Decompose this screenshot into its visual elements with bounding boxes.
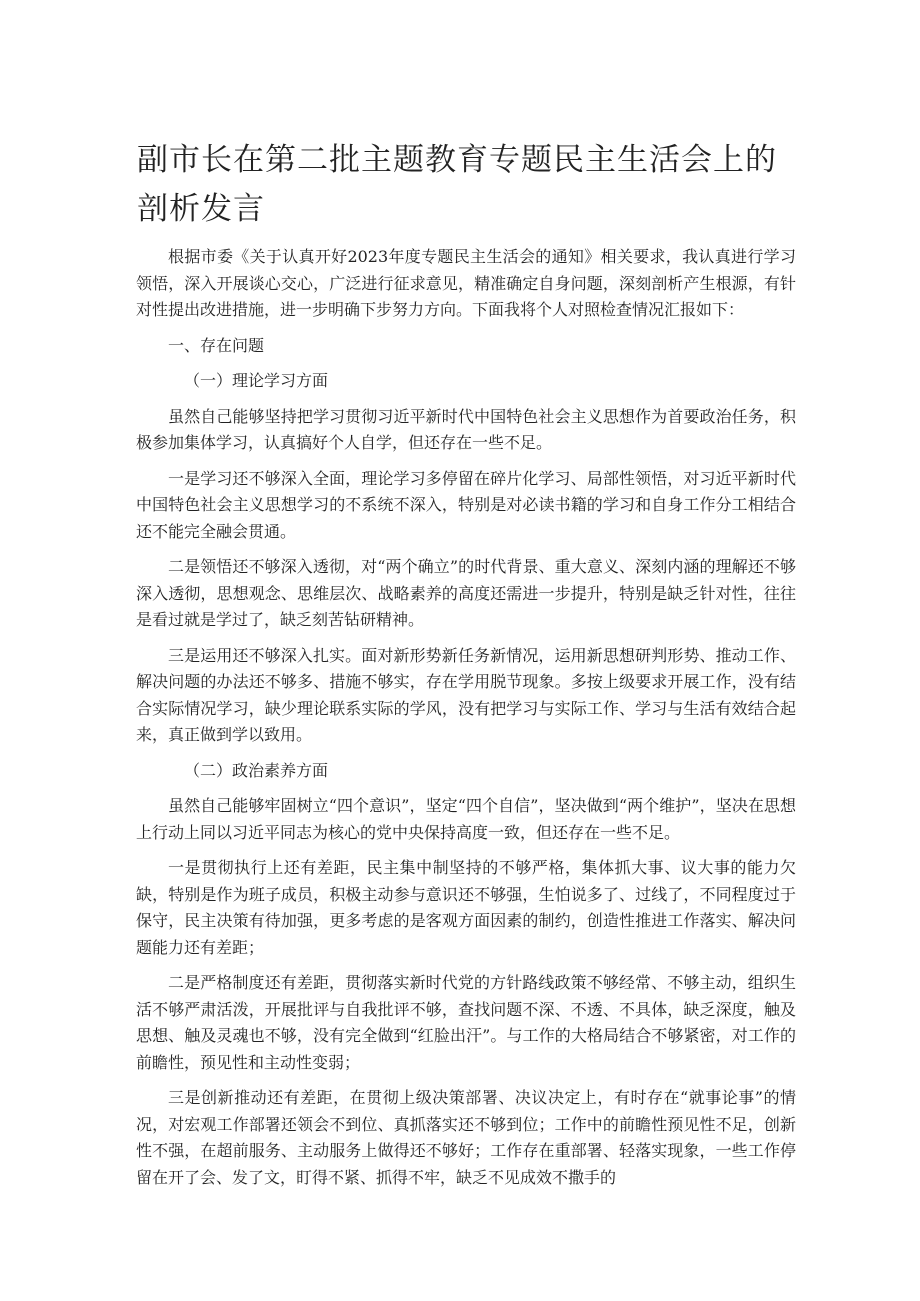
intro-paragraph: 根据市委《关于认真开好2023年度专题民主生活会的通知》相关要求，我认真进行学习领悟，深入开展谈心交心，广泛进行征求意见，精准确定自身问题，深刻剖析产生根源，有针对性提出改进措施，进一步明确下步努力方向。下面我将个人对照检查情况汇报如下： (136, 247, 796, 319)
document-body (136, 244, 796, 1191)
subsection-heading-theory-study: （一）理论学习方面 (184, 371, 329, 390)
paragraph: 二是严格制度还有差距，贯彻落实新时代党的方针路线政策不够经常、不够主动，组织生活不够严肃活泼，开展批评与自我批评不够，查找问题不深、不透、不具体，缺乏深度，触及思想、触及灵魂也不够，没有完全做到“红脸出汗”。与工作的大格局结合不够紧密，对工作的前瞻性，预见性和主动性变弱； (136, 973, 796, 1072)
subsection-heading-political-quality: （二）政治素养方面 (184, 760, 329, 780)
paragraph: 一是贯彻执行上还有差距，民主集中制坚持的不够严格，集体抓大事、议大事的能力欠缺，特别是作为班子成员，积极主动参与意识还不够强，生怕说多了、过线了，不同程度过于保守，民主决策有待加强，更多考虑的是客观方面因素的制约，创造性推进工作落实、解决问题能力还有差距； (136, 858, 796, 957)
document-title: 副市长在第二批主题教育专题民主生活会上的剖析发言 (137, 142, 777, 227)
paragraph: 虽然自己能够牢固树立“四个意识”，坚定“四个自信”，坚决做到“两个维护”，坚决在思想上行动上同以习近平同志为核心的党中央保持高度一致，但还存在一些不足。 (136, 796, 796, 842)
paragraph: 三是运用还不够深入扎实。面对新形势新任务新情况，运用新思想研判形势、推动工作、解决问题的办法还不够多、措施不够实，存在学用脱节现象。多按上级要求开展工作，没有结合实际情况学习，缺少理论联系实际的学风，没有把学习与实际工作、学习与生活有效结合起来，真正做到学以致用。 (136, 645, 796, 744)
paragraph: 三是创新推动还有差距，在贯彻上级决策部署、决议决定上，有时存在“就事论事”的情况，对宏观工作部署还领会不到位、真抓落实还不够到位；工作中的前瞻性预见性不足，创新性不强，在超前服务、主动服务上做得还不够好；工作存在重部署、轻落实现象，一些工作停留在开了会、发了文，盯得不紧、抓得不牢，缺乏不见成效不撒手的 (136, 1088, 796, 1187)
paragraph: 虽然自己能够坚持把学习贯彻习近平新时代中国特色社会主义思想作为首要政治任务，积极参加集体学习，认真搞好个人自学，但还存在一些不足。 (136, 406, 796, 452)
paragraph: 一是学习还不够深入全面，理论学习多停留在碎片化学习、局部性领悟，对习近平新时代中国特色社会主义思想学习的不系统不深入，特别是对必读书籍的学习和自身工作分工相结合还不能完全融会贯通。 (136, 468, 796, 541)
paragraph: 二是领悟还不够深入透彻，对“两个确立”的时代背景、重大意义、深刻内涵的理解还不够深入透彻，思想观念、思维层次、战略素养的高度还需进一步提升，特别是缺乏针对性，往往是看过就是学过了，缺乏刻苦钻研精神。 (136, 557, 796, 629)
section-heading-problems: 一、存在问题 (168, 335, 265, 355)
